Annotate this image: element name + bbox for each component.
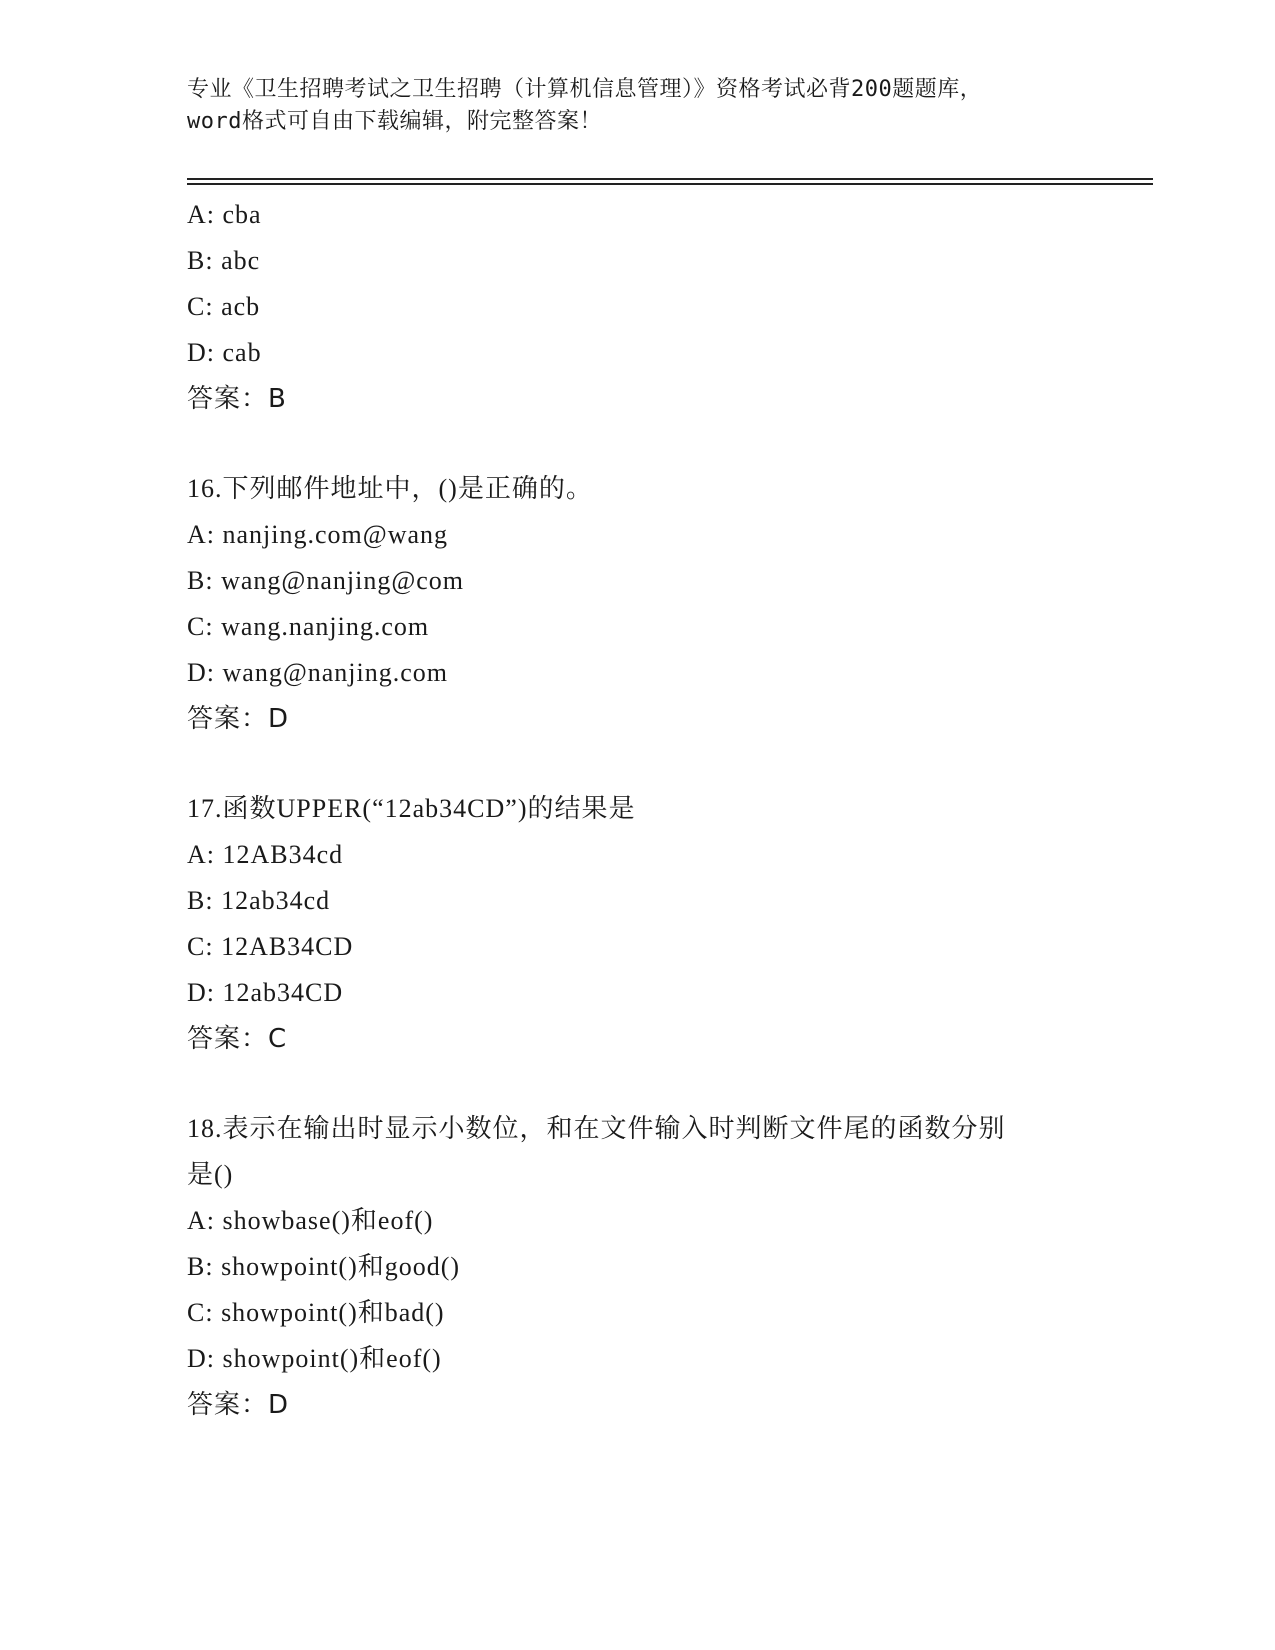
question-16	[187, 466, 1107, 742]
q15-option-c: C: acb	[187, 292, 261, 321]
q18-stem-line-2: 是()	[187, 1160, 234, 1189]
q15-option-a: A: cba	[187, 200, 262, 229]
header-line-1: 专业《卫生招聘考试之卫生招聘（计算机信息管理）》资格考试必背200题题库，	[187, 77, 983, 102]
q18-option-d: D: showpoint()和eof()	[187, 1344, 442, 1373]
q17-option-c: C: 12AB34CD	[187, 932, 354, 961]
q17-answer: 答案：C	[187, 1024, 288, 1054]
q18-stem-line-1: 18.表示在输出时显示小数位，和在文件输入时判断文件尾的函数分别	[187, 1114, 1006, 1143]
header-line-2: word格式可自由下载编辑，附完整答案！	[187, 109, 602, 134]
question-18	[187, 1106, 1107, 1428]
q15-option-d: D: cab	[187, 338, 262, 367]
q18-option-b: B: showpoint()和good()	[187, 1252, 461, 1281]
q16-answer: 答案：D	[187, 704, 290, 734]
q16-stem: 16.下列邮件地址中，()是正确的。	[187, 474, 593, 503]
header-rule-bottom	[187, 183, 1153, 185]
q15-answer: 答案：B	[187, 384, 287, 414]
question-17	[187, 786, 1107, 1062]
q16-option-b: B: wang@nanjing@com	[187, 566, 465, 595]
q16-option-d: D: wang@nanjing.com	[187, 658, 449, 687]
q17-option-d: D: 12ab34CD	[187, 978, 344, 1007]
q17-option-b: B: 12ab34cd	[187, 886, 331, 915]
q17-option-a: A: 12AB34cd	[187, 840, 344, 869]
question-15	[187, 192, 1107, 422]
q18-answer: 答案：D	[187, 1390, 290, 1420]
q18-option-a: A: showbase()和eof()	[187, 1206, 434, 1235]
header-rule-top	[187, 178, 1153, 180]
question-list	[187, 192, 1107, 1428]
q16-option-a: A: nanjing.com@wang	[187, 520, 449, 549]
q18-option-c: C: showpoint()和bad()	[187, 1298, 445, 1327]
document-header	[187, 74, 1087, 138]
q15-option-b: B: abc	[187, 246, 261, 275]
q16-option-c: C: wang.nanjing.com	[187, 612, 430, 641]
q17-stem: 17.函数UPPER(“12ab34CD”)的结果是	[187, 794, 636, 823]
